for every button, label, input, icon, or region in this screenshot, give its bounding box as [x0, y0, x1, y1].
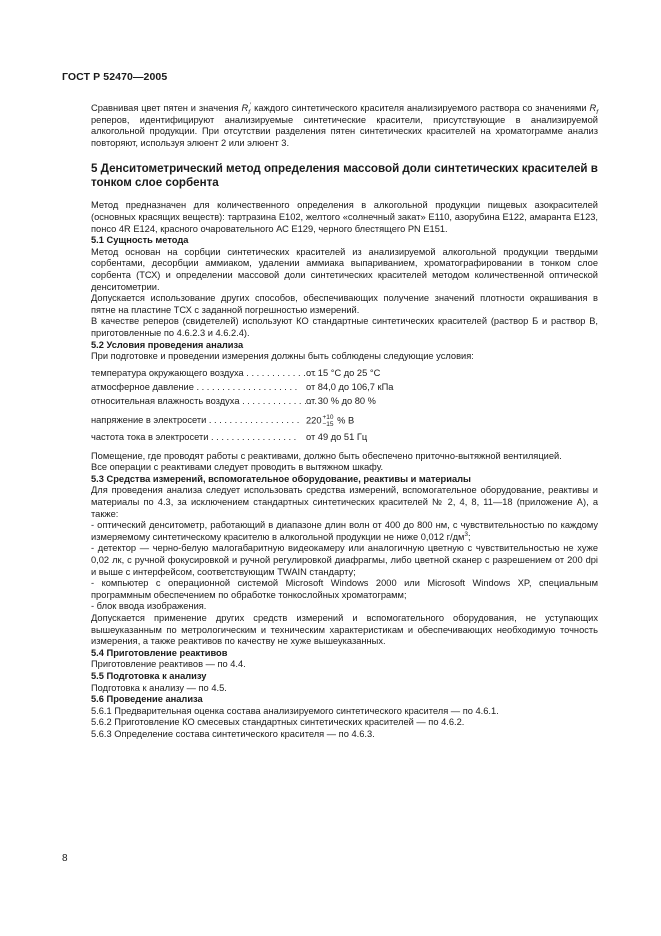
- s53-paragraph-1: Для проведения анализа следует использовать средства измерений, вспомогательное оборудование, реактивы и материалы по 4.3, за исключением стандартных синтетических красителей № 2, 4, 8, 11—18 (приложение А), а также:: [91, 485, 598, 519]
- s562-item: 5.6.2 Приготовление КО смесевых стандартных синтетических красителей — по 4.6.2.: [91, 717, 465, 728]
- s51-paragraph-1: Метод основан на сорбции синтетических красителей из анализируемой алкогольной продукции твердыми сорбентами, десорбции аммиаком, удалении аммиака выпариванием, хроматографировании в тонком слое сорбента (ТСХ) и определении массовой доли синтетических красителей методом количественной оптической денситометрии.: [91, 246, 598, 292]
- s51-paragraph-2: Допускается использование других способов, обеспечивающих получение значений плотности окрашивания в пятне на пластине ТСХ с заданной погрешностью измерений.: [91, 293, 598, 315]
- conditions-list: [91, 368, 598, 446]
- condition-label: температура окружающего воздуха . . . . . . . . . . . . . .: [91, 367, 317, 378]
- s52-paragraph-1: При подготовке и проведении измерения должны быть соблюдены следующие условия:: [91, 351, 474, 362]
- condition-row: [91, 396, 598, 410]
- condition-label: частота тока в электросети . . . . . . . . . . . . . . . . .: [91, 431, 297, 442]
- condition-label: атмосферное давление . . . . . . . . . . . . . . . . . . . .: [91, 381, 298, 392]
- section-5-title: 5 Денситометрический метод определения массовой доли синтетических красителей в тонком слое сорбента: [91, 162, 598, 190]
- condition-row-voltage: [91, 410, 598, 432]
- condition-label: относительная влажность воздуха . . . . . . . . . . . . . . .: [91, 395, 317, 406]
- subsection-5-1-title: 5.1 Сущность метода: [91, 235, 189, 246]
- s55-paragraph: Подготовка к анализу — по 4.5.: [91, 682, 227, 693]
- s563-item: 5.6.3 Определение состава синтетического красителя — по 4.6.3.: [91, 728, 375, 739]
- subsection-5-3-title: 5.3 Средства измерений, вспомогательное оборудование, реактивы и материалы: [91, 473, 471, 484]
- condition-value: от 15 °С до 25 °С: [306, 367, 381, 378]
- condition-value: 220 +10 −15 % В: [306, 413, 355, 428]
- page-number: 8: [62, 853, 68, 864]
- page-content: [91, 103, 598, 741]
- subsection-5-4-title: 5.4 Приготовление реактивов: [91, 647, 228, 658]
- s53-bullet-computer: - компьютер с операционной системой Microsoft Windows 2000 или Microsoft Windows XP, специальным программным обеспечением по обработке тонкослойных хроматограмм;: [91, 578, 598, 600]
- s53-paragraph-2: Допускается применение других средств измерений и вспомогательного оборудования, не уступающих вышеуказанным по метрологическим и техническим характеристикам и обеспечивающих необходимую точность измерения, а также реактивов по качеству не хуже вышеуказанных.: [91, 613, 598, 647]
- subsection-5-2-title: 5.2 Условия проведения анализа: [91, 339, 244, 350]
- intro-paragraph: Сравнивая цвет пятен и значения $R_f'$ каждого синтетического красителя анализируемого раствора со значениями $R_f$ реперов, идентифицируют анализируемые синтетические красители, присутствующие в анализируемой алкогольной продукции. При отсутствии разделения пятен синтетических красителей на хроматограмме анализ повторяют, используя элюент 2 или элюент 3.: [91, 101, 598, 148]
- s53-bullet-densitometer: - оптический денситометр, работающий в диапазоне длин волн от 400 до 800 нм, с чувствительностью по каждому измеряемому синтетическому красителю в алкогольной продукции не ниже 0,012 $г/дм^3$;: [91, 520, 598, 542]
- condition-value: от 30 % до 80 %: [306, 395, 376, 406]
- condition-row: [91, 382, 598, 396]
- s53-bullet-detector: - детектор — черно-белую малогабаритную видеокамеру или аналогичную цветную с чувствительностью не хуже 0,02 лк, с ручной фокусировкой и ручной регулировкой диафрагмы, либо цветной сканер с разрешением от 200 dpi и выше с интерфейсом, соответствующим TWAIN стандарту;: [91, 543, 598, 577]
- subsection-5-6-title: 5.6 Проведение анализа: [91, 694, 203, 705]
- condition-value: от 84,0 до 106,7 кПа: [306, 381, 394, 392]
- s561-item: 5.6.1 Предварительная оценка состава анализируемого синтетического красителя — по 4.6.1.: [91, 705, 499, 716]
- condition-row: [91, 368, 598, 382]
- s52-paragraph-2: Помещение, где проводят работы с реактивами, должно быть обеспечено приточно-вытяжной вентиляцией.: [91, 450, 562, 461]
- section-5-paragraph: Метод предназначен для количественного определения в алкогольной продукции пищевых азокрасителей (основных красящих веществ): тартразина Е102, желтого «солнечный закат» Е110, азорубина Е122, амаранта Е123, понсо 4R Е124, красного очаровательного АС Е129, черного блестящего PN Е151.: [91, 200, 598, 234]
- condition-row: [91, 432, 598, 446]
- s53-bullet-input-block: - блок ввода изображения.: [91, 601, 207, 612]
- s51-paragraph-3: В качестве реперов (свидетелей) используют КО стандартные синтетических красителей (раствор Б и раствор В, приготовленные по 4.6.2.3 и 4.6.2.4).: [91, 316, 598, 338]
- condition-value: от 49 до 51 Гц: [306, 431, 368, 442]
- document-code-header: ГОСТ Р 52470—2005: [62, 71, 168, 83]
- s52-paragraph-3: Все операции с реактивами следует проводить в вытяжном шкафу.: [91, 462, 384, 473]
- condition-label: напряжение в электросети . . . . . . . . . . . . . . . . . .: [91, 414, 300, 425]
- s54-paragraph: Приготовление реактивов — по 4.4.: [91, 659, 246, 670]
- subsection-5-5-title: 5.5 Подготовка к анализу: [91, 670, 207, 681]
